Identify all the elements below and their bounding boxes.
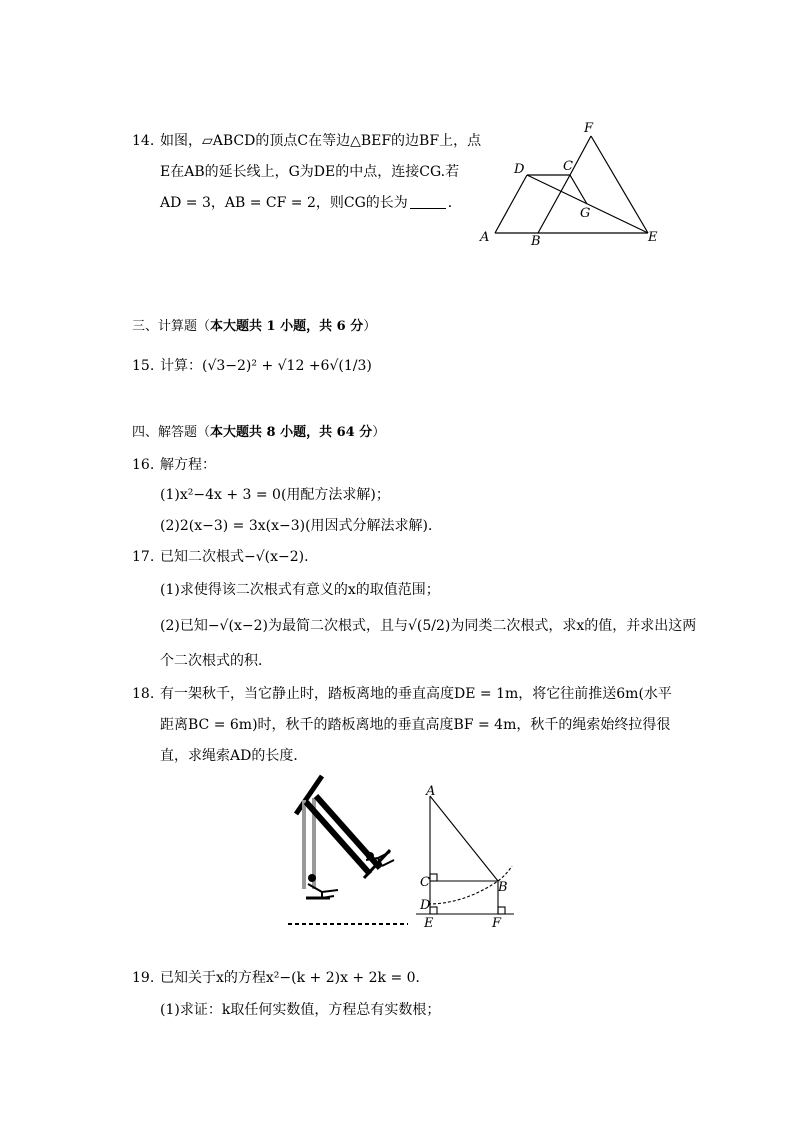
section3-detail: 本大题共 1 小题，共 6 分 — [210, 319, 364, 334]
q18-line2: 距离BC = 6m)时，秋千的踏板离地的垂直高度BF = 4m，秋千的绳索始终拉得很 — [160, 717, 671, 733]
q16-number: 16. — [132, 457, 155, 473]
q17-number: 17. — [132, 549, 155, 565]
right-angle-E — [430, 907, 437, 914]
label-D: D — [420, 898, 431, 913]
q17-part2-cont: 个二次根式的积． — [160, 653, 272, 669]
q18-line1: 有一架秋千，当它静止时，踏板离地的垂直高度DE = 1m，将它往前推送6m(水平 — [160, 686, 672, 702]
line-DE — [527, 175, 648, 233]
q14-line1: 如图，▱ABCD的顶点C在等边△BEF的边BF上，点 — [160, 133, 482, 149]
label-B: B — [531, 234, 541, 248]
q18-figure — [414, 780, 518, 930]
q15-text: 计算：(√3−2)² + √12 +6√(1/3) — [160, 358, 372, 374]
line-FE — [591, 136, 648, 233]
label-E: E — [424, 916, 434, 930]
q19-stem: 已知关于x的方程x²−(k + 2)x + 2k = 0． — [160, 970, 430, 986]
q14-line3-text: AD = 3，AB = CF = 2，则CG的长为 — [160, 195, 408, 211]
q14-line3-end: ． — [447, 195, 462, 211]
q16-stem: 解方程： — [160, 457, 216, 473]
label-B: B — [498, 880, 508, 895]
q16-part2: (2)2(x−3) = 3x(x−3)(用因式分解法求解)． — [160, 518, 443, 534]
section3-prefix: 三、计算题（ — [132, 319, 211, 334]
section4-detail: 本大题共 8 小题，共 64 分 — [210, 425, 373, 440]
label-C: C — [563, 159, 573, 174]
q14-line2: E在AB的延长线上，G为DE的中点，连接CG.若 — [160, 164, 460, 180]
person-head-rest — [308, 874, 316, 882]
line-BC — [538, 175, 570, 233]
q19-part1: (1)求证：k取任何实数值，方程总有实数根； — [160, 1002, 441, 1018]
q16-part1: (1)x²−4x + 3 = 0(用配方法求解)； — [160, 487, 390, 503]
section3-suffix: ） — [363, 319, 377, 334]
swing-illustration — [282, 774, 412, 930]
q19-number: 19. — [132, 970, 155, 986]
q17-part2: (2)已知−√(x−2)为最简二次根式，且与√(5/2)为同类二次根式，求x的值，并求出这两 — [160, 618, 697, 634]
label-C: C — [420, 875, 430, 890]
person-body-rest — [308, 884, 338, 898]
q14-line3 — [160, 193, 462, 213]
right-angle-F — [498, 907, 505, 914]
label-D: D — [514, 162, 525, 177]
section4-prefix: 四、解答题（ — [132, 425, 211, 440]
q18-number: 18. — [132, 686, 155, 702]
section3-header — [132, 318, 376, 336]
line-AD — [495, 175, 527, 233]
label-E: E — [648, 230, 658, 245]
answer-blank — [410, 194, 446, 209]
label-A: A — [480, 230, 490, 245]
label-F: F — [492, 916, 502, 930]
q15-number: 15. — [132, 358, 155, 374]
line-AB — [430, 796, 498, 881]
line-CF — [570, 136, 591, 175]
section4-header — [132, 424, 385, 442]
q14-figure — [470, 118, 670, 248]
section4-suffix: ） — [372, 425, 386, 440]
q14-number: 14. — [132, 133, 155, 149]
q17-part1: (1)求使得该二次根式有意义的x的取值范围； — [160, 582, 440, 598]
label-G: G — [580, 206, 591, 221]
q17-stem: 已知二次根式−√(x−2)． — [160, 549, 319, 565]
label-F: F — [584, 121, 594, 136]
label-A: A — [426, 784, 436, 799]
right-angle-C — [430, 874, 437, 881]
q18-line3: 直，求绳索AD的长度． — [160, 748, 308, 764]
